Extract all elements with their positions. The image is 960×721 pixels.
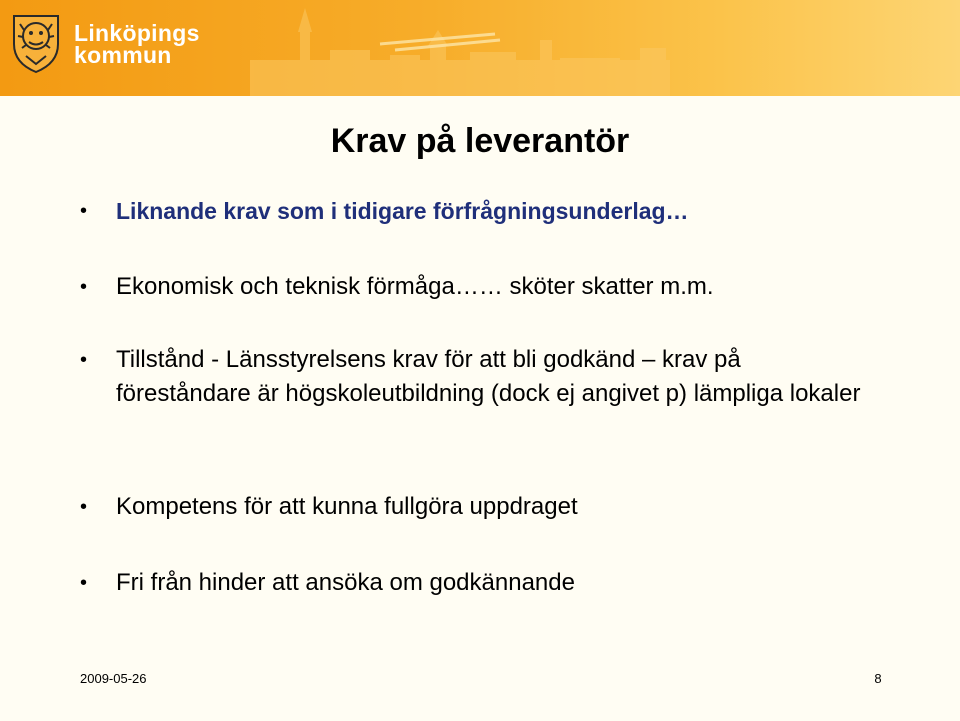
footer-date: 2009-05-26 (80, 671, 147, 686)
bullet-text: Ekonomisk och teknisk förmåga…… sköter skatter m.m. (116, 273, 714, 300)
header-banner (0, 0, 960, 96)
brand-line-1: Linköpings (74, 20, 200, 46)
bullet-item (80, 194, 880, 228)
bullet-symbol: • (80, 572, 88, 594)
bullet-item (80, 566, 880, 600)
brand-logo-text (74, 22, 200, 66)
bullet-symbol: • (80, 276, 88, 298)
lion-crest-icon (8, 10, 64, 74)
bullet-text: Fri från hinder att ansöka om godkännande (116, 569, 575, 596)
bullet-item (80, 343, 880, 411)
bullet-text: Tillstånd - Länsstyrelsens krav för att bli godkänd – krav på föreståndare är högskoleutbildning (dock ej angivet p) lämpliga lokaler (116, 346, 861, 407)
bullet-item (80, 490, 880, 524)
page-number: 8 (874, 671, 882, 686)
bullet-symbol: • (80, 200, 88, 222)
slide-title: Krav på leverantör (330, 122, 630, 160)
brand-line-2: kommun (74, 42, 172, 68)
bullet-text: Liknande krav som i tidigare förfrågningsunderlag… (116, 198, 689, 224)
bullet-item (80, 270, 880, 304)
bullet-text: Kompetens för att kunna fullgöra uppdraget (116, 493, 578, 520)
bullet-symbol: • (80, 496, 88, 518)
bullet-symbol: • (80, 349, 88, 371)
